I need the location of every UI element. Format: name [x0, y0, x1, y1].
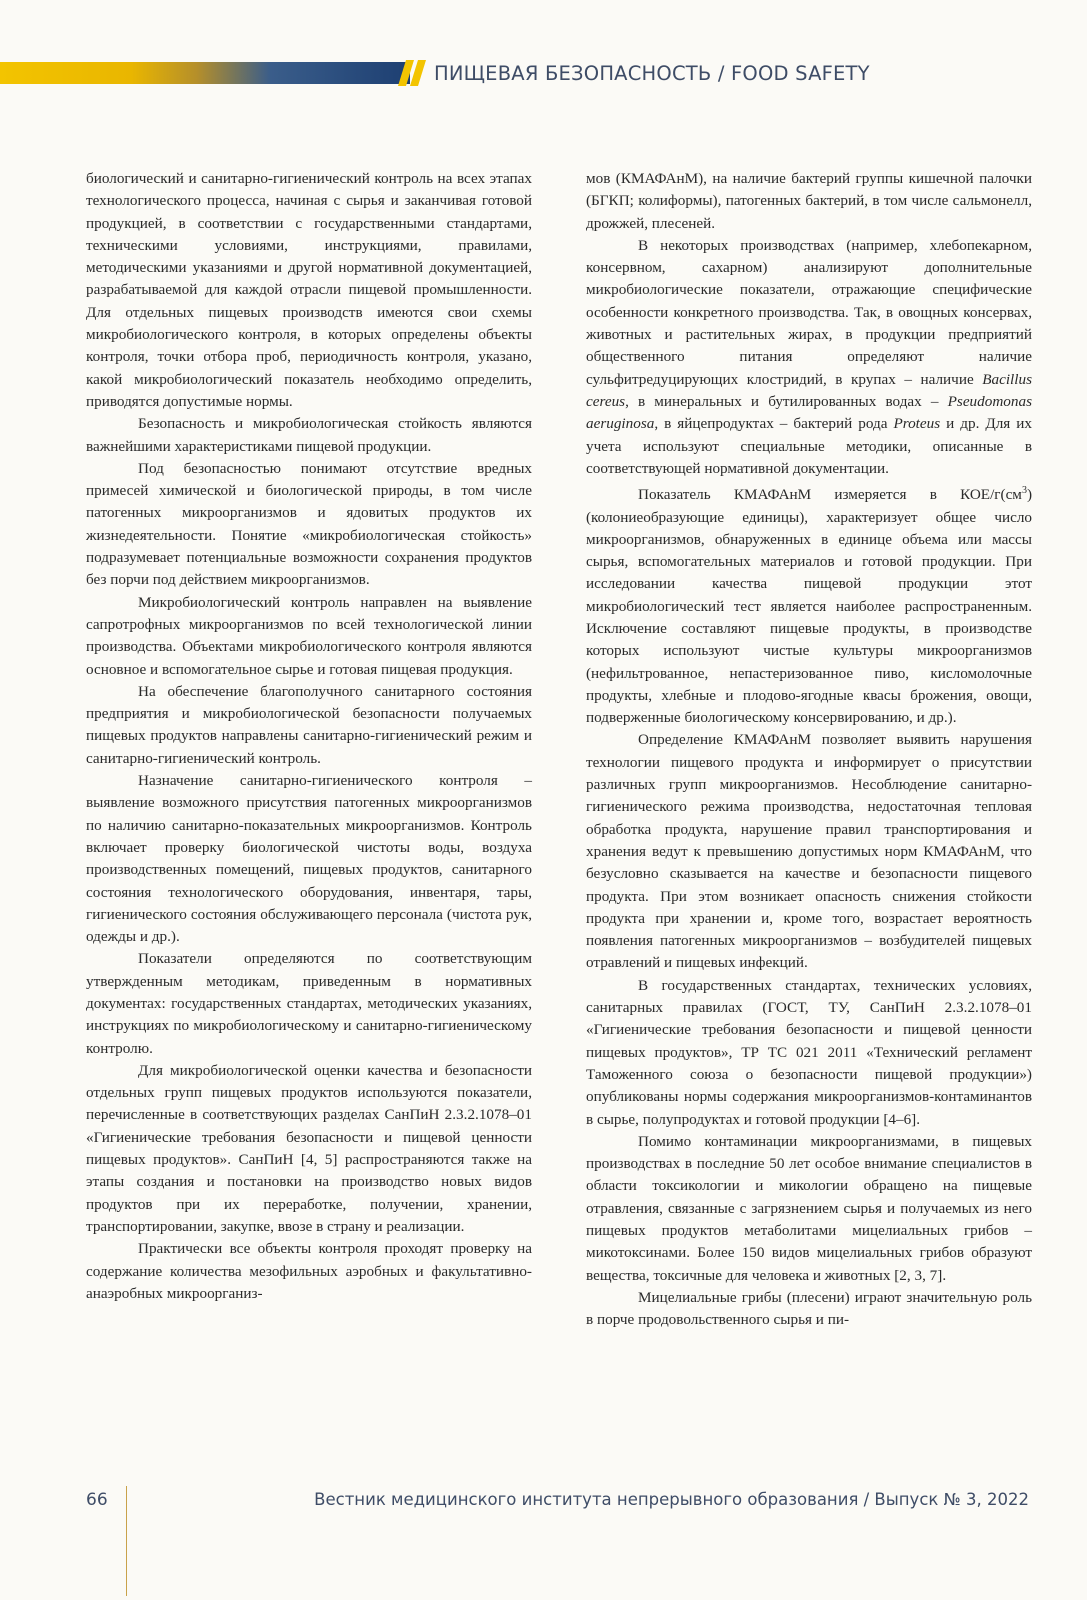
- paragraph: [586, 235, 1032, 480]
- journal-title: Вестник медицинского института непрерывного образования / Выпуск № 3, 2022: [314, 1490, 1029, 1509]
- right-column: [586, 168, 1032, 1332]
- paragraph: Безопасность и микробиологическая стойкость являются важнейшими характеристиками пищевой продукции.: [86, 415, 532, 455]
- paragraph: Определение КМАФАнМ позволяет выявить нарушения технологии пищевого продукта и информирует о присутствии различных групп микроорганизмов. Несоблюдение санитарно-гигиенического режима производства, недостаточная тепловая обработка продукта, нарушение правил транспортирования и хранения ведут к превышению допустимых норм КМАФАнМ, что безусловно сказывается на качестве и безопасности пищевого продукта. При этом возникает опасность снижения стойкости продукта при хранении и, кроме того, возрастает вероятность появления патогенных микроорганизмов – возбудителей пищевых отравлений и пищевых инфекций.: [586, 731, 1032, 972]
- superscript: 3: [1021, 485, 1027, 497]
- footer-divider: [126, 1486, 127, 1596]
- paragraph: Для микробиологической оценки качества и безопасности отдельных групп пищевых продуктов используются показатели, перечисленные в соответствующих разделах СанПиН 2.3.2.1078–01 «Гигиенические требования безопасности и пищевой ценности пищевых продуктов». СанПиН [4, 5] распространяются также на этапы создания и постановки на производство новых видов продуктов при их переработке, получении, хранении, транспортировании, закупке, ввозе в страну и реализации.: [86, 1061, 532, 1235]
- paragraph: Помимо контаминации микроорганизмами, в пищевых производствах в последние 50 лет особое внимание специалистов в области токсикологии и микологии обращено на пищевые отравления, связанные с загрязнением сырья и получаемых из него пищевых продуктов метаболитами мицелиальных грибов – микотоксинами. Более 150 видов мицелиальных грибов образуют вещества, токсичные для человека и животных [2, 3, 7].: [586, 1132, 1032, 1284]
- text-run: ) (колониеобразующие единицы), характеризует общее число микроорганизмов, обнаруженных в единице объема или массы сырья, вспомогательных материалов и готовой продукции. При исследовании качества пищевой продукции этот микробиологический тест является наиболее распространенным. Исключение составляют пищевые продукты, в производстве которых используют чистые культуры микроорганизмов (нефильтрованное, непастеризованное пиво, кисломолочные продукты, хлебные и плодово-ягодные квасы брожения, овощи, подверженные биологическому консервированию, и др.).: [586, 486, 1032, 727]
- paragraph: Практически все объекты контроля проходят проверку на содержание количества мезофильных аэробных и факультативно-анаэробных микроорганиз-: [86, 1240, 532, 1302]
- text-run: В некоторых производствах (например, хлебопекарном, консервном, сахарном) анализируют дополнительные микробиологические показатели, отражающие специфические особенности конкретного производства. Так, в овощных консервах, животных и растительных жирах, в продукции предприятий общественного питания определяют наличие сульфитредуцирующих клостридий, в крупах – наличие: [586, 236, 1032, 388]
- paragraph: биологический и санитарно-гигиенический контроль на всех этапах технологического процесса, начиная с сырья и заканчивая готовой продукцией, в соответствии с государственными стандартами, техническими условиями, инструкциями, правилами, методическими указаниями и другой нормативной документацией, разрабатываемой для каждой отрасли пищевой промышленности. Для отдельных пищевых производств имеются свои схемы микробиологического контроля, в которых определены объекты контроля, точки отбора проб, периодичность контроля, указано, какой микробиологический показатель необходимо определить, приводятся допустимые нормы.: [86, 170, 532, 410]
- text-run: Показатель КМАФАнМ измеряется в КОЕ/г(см: [638, 486, 1022, 504]
- paragraph: Показатели определяются по соответствующим утвержденным методикам, приведенным в нормативных документах: государственных стандартах, методических указаниях, инструкциях по микробиологическому и санитарно-гигиеническому контролю.: [86, 950, 532, 1057]
- species-name: Bacillus cereus: [586, 370, 1032, 410]
- paragraph: Микробиологический контроль направлен на выявление сапротрофных микроорганизмов по всей технологической линии производства. Объектами микробиологического контроля являются основное и вспомогательное сырье и готовая пищевая продукция.: [86, 593, 532, 678]
- section-title: ПИЩЕВАЯ БЕЗОПАСНОСТЬ / FOOD SAFETY: [434, 62, 870, 85]
- header-slash-icon: [398, 60, 428, 86]
- paragraph: В государственных стандартах, технических условиях, санитарных правилах (ГОСТ, ТУ, СанПиН 2.3.2.1078–01 «Гигиенические требования безопасности и пищевой ценности пищевых продуктов», ТР ТС 021 2011 «Технический регламент Таможенного союза о безопасности пищевой продукции») опубликованы нормы содержания микроорганизмов-контаминантов в сырье, полупродуктах и готовой продукции [4–6].: [586, 976, 1032, 1128]
- paragraph: Мицелиальные грибы (плесени) играют значительную роль в порче продовольственного сырья и пи-: [586, 1288, 1032, 1329]
- paragraph: На обеспечение благополучного санитарного состояния предприятия и микробиологической безопасности получаемых пищевых продуктов направлены санитарно-гигиенический режим и санитарно-гигиенический контроль.: [86, 682, 532, 767]
- paragraph: [586, 480, 1032, 729]
- paragraph: Под безопасностью понимают отсутствие вредных примесей химической и биологической природы, в том числе патогенных микроорганизмов и ядовитых продуктов их жизнедеятельности. Понятие «микробиологическая стойкость» подразумевает потенциальные возможности сохранения продуктов без порчи под действием микроорганизмов.: [86, 459, 532, 589]
- genus-name: Proteus: [893, 415, 941, 433]
- page-number: 66: [86, 1490, 108, 1510]
- paragraph: Назначение санитарно-гигиенического контроля – выявление возможного присутствия патогенных микроорганизмов по наличию санитарно-показательных микроорганизмов. Контроль включает проверку биологической чистоты воды, воздуха производственных помещений, пищевых продуктов, санитарного состояния технологического оборудования, инвентаря, тары, гигиенического состояния обслуживающего персонала (чистота рук, одежды и др.).: [86, 772, 532, 946]
- text-run: , в минеральных и бутилированных водах –: [625, 392, 948, 410]
- text-run: , в яйцепродуктах – бактерий рода: [654, 415, 894, 433]
- text-run: и др. Для их учета используют специальные методики, описанные в соответствующей нормативной документации.: [586, 415, 1032, 477]
- species-name: Pseudomonas aeruginosa: [586, 392, 1032, 433]
- left-column: [86, 168, 532, 1305]
- paragraph: мов (КМАФАнМ), на наличие бактерий группы кишечной палочки (БГКП; колиформы), патогенных бактерий, в том числе сальмонелл, дрожжей, плесеней.: [586, 170, 1032, 232]
- header-color-band: [0, 62, 410, 84]
